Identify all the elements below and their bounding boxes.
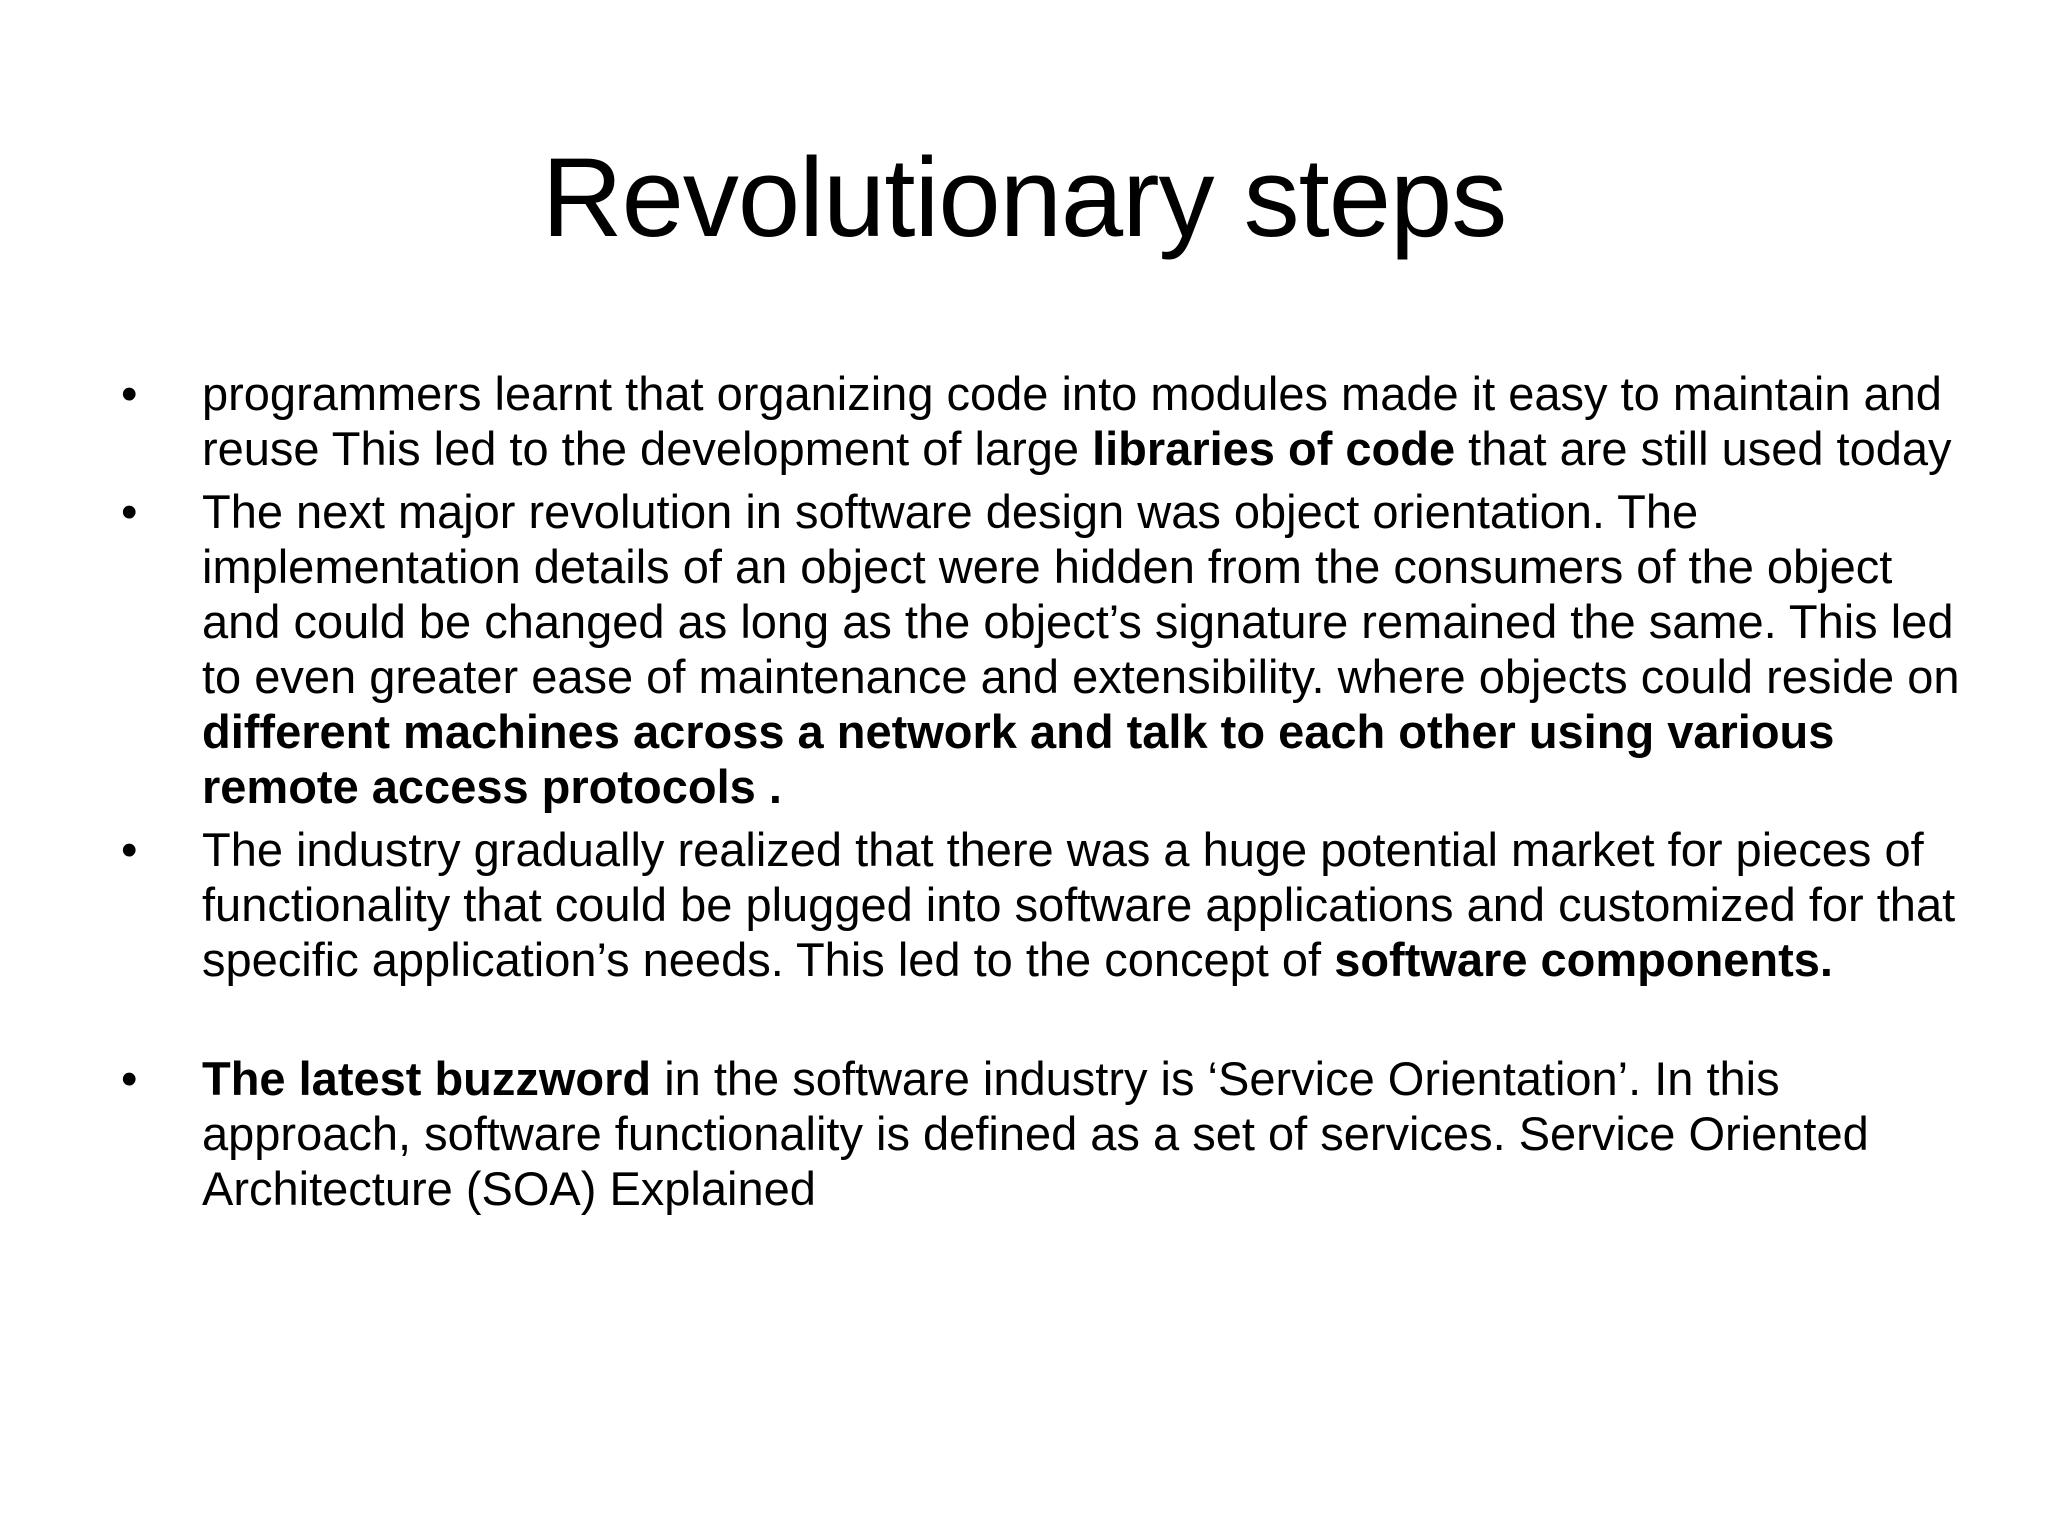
bullet-icon: • <box>121 485 138 538</box>
bullet-item-service-orientation <box>118 1051 1963 1216</box>
bullet-bold-text: software components. <box>1334 933 1833 986</box>
bullet-item-object-orientation <box>118 484 1963 814</box>
bullet-bold-text: libraries of code <box>1092 422 1456 475</box>
bullet-text: in the software industry is ‘Service Orientation’. In this approach, software functionality is defined as a set of services. Service Oriented Architecture (SOA) Explained <box>202 1052 1869 1215</box>
bullet-text: The industry gradually realized that there was a huge potential market for pieces of functionality that could be plugged into software applications and customized for that specific application’s needs. This led to the concept of <box>202 823 1956 986</box>
bullet-icon: • <box>121 1052 138 1105</box>
bullet-item-libraries <box>118 366 1963 476</box>
bullet-text: programmers learnt that organizing code into modules made it easy to maintain and reuse This led to the development of large <box>202 367 1942 475</box>
bullet-text: The next major revolution in software design was object orientation. The implementation details of an object were hidden from the consumers of the object and could be changed as long as the object’s signature remained the same. This led to even greater ease of maintenance and extensibility. where objects could reside on <box>202 485 1960 703</box>
bullet-text: that are still used today <box>1455 422 1952 475</box>
bullet-list <box>118 366 1963 1216</box>
bullet-icon: • <box>121 367 138 420</box>
slide-title: Revolutionary steps <box>541 135 1507 260</box>
bullet-item-software-components <box>118 822 1963 987</box>
bullet-bold-text: The latest buzzword <box>202 1052 652 1105</box>
bullet-icon: • <box>121 823 138 876</box>
bullet-bold-text: different machines across a network and talk to each other using various remote access protocols . <box>202 705 1835 813</box>
